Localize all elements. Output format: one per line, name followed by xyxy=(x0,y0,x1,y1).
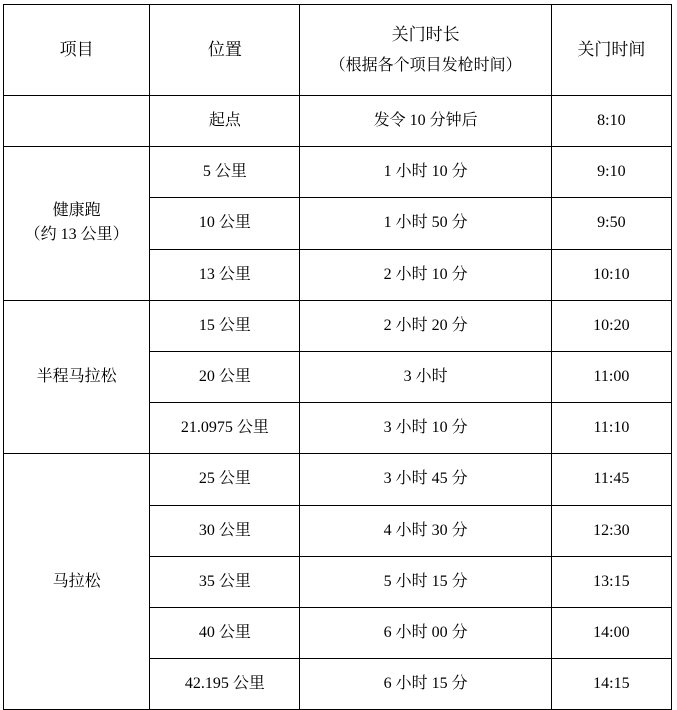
cell-duration: 1 小时 10 分 xyxy=(300,147,551,198)
cell-time: 10:20 xyxy=(551,300,671,351)
header-duration xyxy=(300,5,551,96)
cell-position: 30 公里 xyxy=(150,505,300,556)
cell-time: 11:45 xyxy=(551,454,671,505)
cell-duration: 2 小时 10 分 xyxy=(300,249,551,300)
cell-position: 10 公里 xyxy=(150,198,300,249)
cell-event-group xyxy=(4,147,150,301)
table-row xyxy=(4,147,672,198)
cell-time: 13:15 xyxy=(551,556,671,607)
cell-position: 5 公里 xyxy=(150,147,300,198)
cell-time: 14:15 xyxy=(551,659,671,710)
cell-event-line: 健康跑 xyxy=(52,202,101,220)
cell-position: 13 公里 xyxy=(150,249,300,300)
cell-time: 11:00 xyxy=(551,351,671,402)
cell-position: 20 公里 xyxy=(150,351,300,402)
document-page xyxy=(0,4,677,693)
cell-position: 起点 xyxy=(150,96,300,147)
cell-position: 42.195 公里 xyxy=(150,659,300,710)
cell-time: 8:10 xyxy=(551,96,671,147)
cell-event-line: 马拉松 xyxy=(52,572,101,590)
table-header-row xyxy=(4,5,672,96)
cell-duration: 3 小时 xyxy=(300,351,551,402)
cell-position: 21.0975 公里 xyxy=(150,403,300,454)
cell-time: 10:10 xyxy=(551,249,671,300)
cell-time: 12:30 xyxy=(551,505,671,556)
cell-duration: 4 小时 30 分 xyxy=(300,505,551,556)
header-event: 项目 xyxy=(4,5,150,96)
cell-duration: 3 小时 10 分 xyxy=(300,403,551,454)
cell-event xyxy=(4,96,150,147)
cell-position: 15 公里 xyxy=(150,300,300,351)
cell-position: 40 公里 xyxy=(150,607,300,658)
header-duration-main: 关门时长 xyxy=(391,24,460,44)
cell-duration: 发令 10 分钟后 xyxy=(300,96,551,147)
cell-time: 9:50 xyxy=(551,198,671,249)
cell-time: 9:10 xyxy=(551,147,671,198)
cell-time: 14:00 xyxy=(551,607,671,658)
table-row xyxy=(4,96,672,147)
cell-duration: 2 小时 20 分 xyxy=(300,300,551,351)
cell-event-line: 半程马拉松 xyxy=(36,368,117,386)
cell-time: 11:10 xyxy=(551,403,671,454)
cell-event-group xyxy=(4,300,150,454)
header-position: 位置 xyxy=(150,5,300,96)
header-time: 关门时间 xyxy=(551,5,671,96)
cell-duration: 5 小时 15 分 xyxy=(300,556,551,607)
table-row xyxy=(4,454,672,505)
cell-event-line: （约 13 公里） xyxy=(24,226,129,244)
header-duration-sub: （根据各个项目发枪时间） xyxy=(329,56,522,74)
cell-position: 35 公里 xyxy=(150,556,300,607)
cell-duration: 6 小时 15 分 xyxy=(300,659,551,710)
cell-duration: 6 小时 00 分 xyxy=(300,607,551,658)
cell-position: 25 公里 xyxy=(150,454,300,505)
cell-duration: 3 小时 45 分 xyxy=(300,454,551,505)
table-row xyxy=(4,300,672,351)
cell-event-group xyxy=(4,454,150,710)
race-cutoff-table xyxy=(3,4,672,710)
cell-duration: 1 小时 50 分 xyxy=(300,198,551,249)
